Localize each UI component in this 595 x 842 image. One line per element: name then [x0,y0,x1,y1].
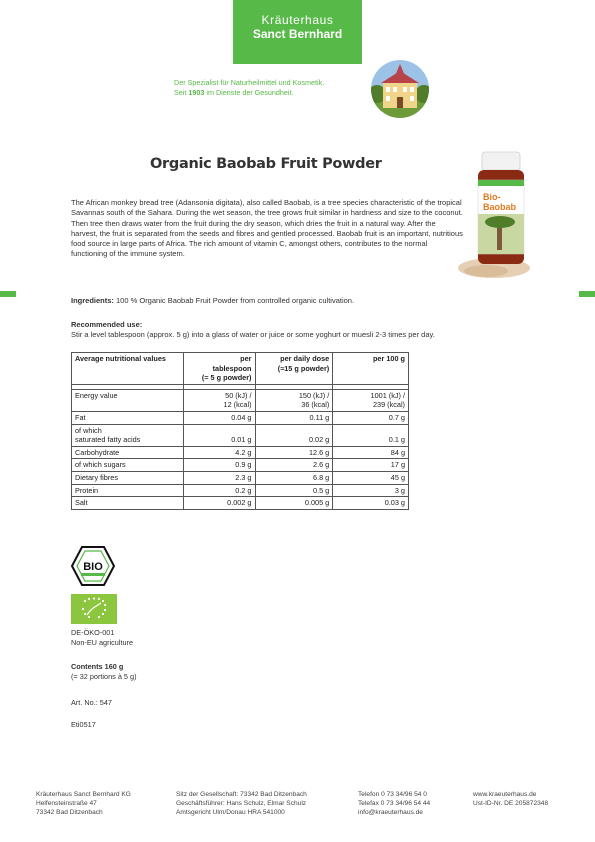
ingredients-text: 100 % Organic Baobab Fruit Powder from controlled organic cultivation. [113,296,355,305]
cell-value: 0.2 g [183,484,255,497]
certification [71,628,133,648]
cell-value: 150 (kJ) / 36 (kcal) [255,389,333,411]
header-per-100g: per 100 g [333,353,409,385]
cell-value: 0.002 g [183,497,255,510]
table-row-sugars [72,459,409,472]
cell-value: 4.2 g [183,446,255,459]
footer-email-link[interactable]: info@kraeuterhaus.de [358,809,423,816]
company-building-photo [371,60,429,118]
cell-value: 45 g [333,471,409,484]
product-description: The African monkey bread tree (Adansonia digitata), also called Baobab, is a tree species characteristic of the tropical Savannas south of the Sahara. During the wet season, the tree grows fruit similar in hardness and size to the coconut. Then tree then draws water from the fruit during the dry season, which dries the fruit in a natural way. After the harvest, the fruit is separated from the seeds and fibres and gentled processed. Baobab fruit is an important, nutritious food source in large parts of Africa. The rich amount of vitamin C, amongst others, contributes to the normal functioning of the immune system. [71,198,463,259]
row-label: Dietary fibres [72,471,184,484]
table-row-protein [72,484,409,497]
brand-name-line1: Kräuterhaus [261,13,334,27]
tagline-pre: Seit [174,88,189,97]
footer-website-link[interactable]: www.kraeuterhaus.de [473,791,537,798]
header-per: per [240,354,252,363]
header-nutritional-values: Average nutritional values [72,353,184,385]
cell-value: 0.7 g [333,411,409,424]
recommended-text: Stir a level tablespoon (approx. 5 g) into a glass of water or juice or some yoghurt or muesli 2-3 times per day. [71,330,435,339]
tagline-year: 1903 [188,88,205,97]
product-jar-image [456,150,536,280]
nutrition-table [71,352,409,510]
contents-label: Contents 160 g [71,662,124,671]
article-number: Art. No.: 547 [71,698,112,707]
footer-contact: Telefon 0 73 34/96 54 0 Telefax 0 73 34/96 54 44 info@kraeuterhaus.de [358,791,431,816]
product-title: Organic Baobab Fruit Powder [150,156,382,172]
header-15g: (≈15 g powder) [277,363,330,373]
cell-value: 0.9 g [183,459,255,472]
cell-value: 0.5 g [255,484,333,497]
table-row-fibres [72,471,409,484]
cell-value: 0.03 g [333,497,409,510]
bio-seal-icon [71,546,115,586]
cell-value: 0.04 g [183,411,255,424]
ingredients-label: Ingredients: [71,296,114,305]
jar-label-line1: Bio- [483,192,501,202]
row-label: of which sugars [72,459,184,472]
table-row-carbohydrate [72,446,409,459]
portions: (= 32 portions à 5 g) [71,672,137,681]
cell-value: 2.6 g [255,459,333,472]
header-daily-dose: per daily dose [280,354,330,363]
table-row-energy [72,389,409,411]
cell-value: 2.3 g [183,471,255,484]
table-row-salt [72,497,409,510]
tagline-post: im Dienste der Gesundheit. [204,88,294,97]
cell-value: 0.11 g [255,411,333,424]
header-per-tablespoon [183,353,255,385]
cell-value: 12.6 g [255,446,333,459]
tagline-line2 [174,88,364,98]
brand-name-line2: Sanct Bernhard [252,27,343,41]
cell-value: 6.8 g [255,471,333,484]
cell-value: 1001 (kJ) / 239 (kcal) [333,389,409,411]
header-per-daily-dose [255,353,333,385]
label-code: Eti0517 [71,720,96,729]
cell-value: 0.02 g [255,424,333,446]
brand-tagline [174,78,364,98]
recommended-label: Recommended use: [71,320,143,329]
eu-organic-leaf-icon [71,594,117,624]
recommended-use [71,320,541,340]
ingredients [71,296,511,306]
row-label: Protein [72,484,184,497]
nutrition-header-row [72,353,409,385]
header-tablespoon: tablespoon [212,363,252,373]
contents-info [71,662,137,682]
fold-mark-right [579,291,595,297]
fold-mark-left [0,291,16,297]
cert-origin: Non-EU agriculture [71,638,134,647]
jar-label-line2: Baobab [483,202,517,212]
cell-value: 3 g [333,484,409,497]
row-label: Salt [72,497,184,510]
bio-seal-text: BIO [83,561,103,573]
row-label: Fat [72,411,184,424]
footer-company-register: Sitz der Gesellschaft: 73342 Bad Ditzenbach Geschäftsführer: Hans Schulz, Elmar Schulz Amtsgericht Ulm/Donau HRA 541000 [176,791,307,816]
footer-web: www.kraeuterhaus.de Ust-ID-Nr. DE 205872348 [473,791,549,807]
tagline-line1: Der Spezialist für Naturheilmittel und Kosmetik. [174,78,325,87]
cell-value: 84 g [333,446,409,459]
row-label: Carbohydrate [72,446,184,459]
brand-logo [233,0,362,64]
header-5g: (= 5 g powder) [201,373,252,383]
footer-address: Kräuterhaus Sanct Bernhard KG Helfensteinstraße 47 73342 Bad Ditzenbach [36,791,131,816]
cell-value: 0.005 g [255,497,333,510]
table-row-fat [72,411,409,424]
cert-code: DE-ÖKO-001 [71,628,115,637]
cell-value: 17 g [333,459,409,472]
table-row-saturated [72,424,409,446]
row-label: Energy value [72,389,184,411]
row-label: of which saturated fatty acids [72,424,184,446]
cell-value: 50 (kJ) / 12 (kcal) [183,389,255,411]
cell-value: 0.1 g [333,424,409,446]
cell-value: 0.01 g [183,424,255,446]
